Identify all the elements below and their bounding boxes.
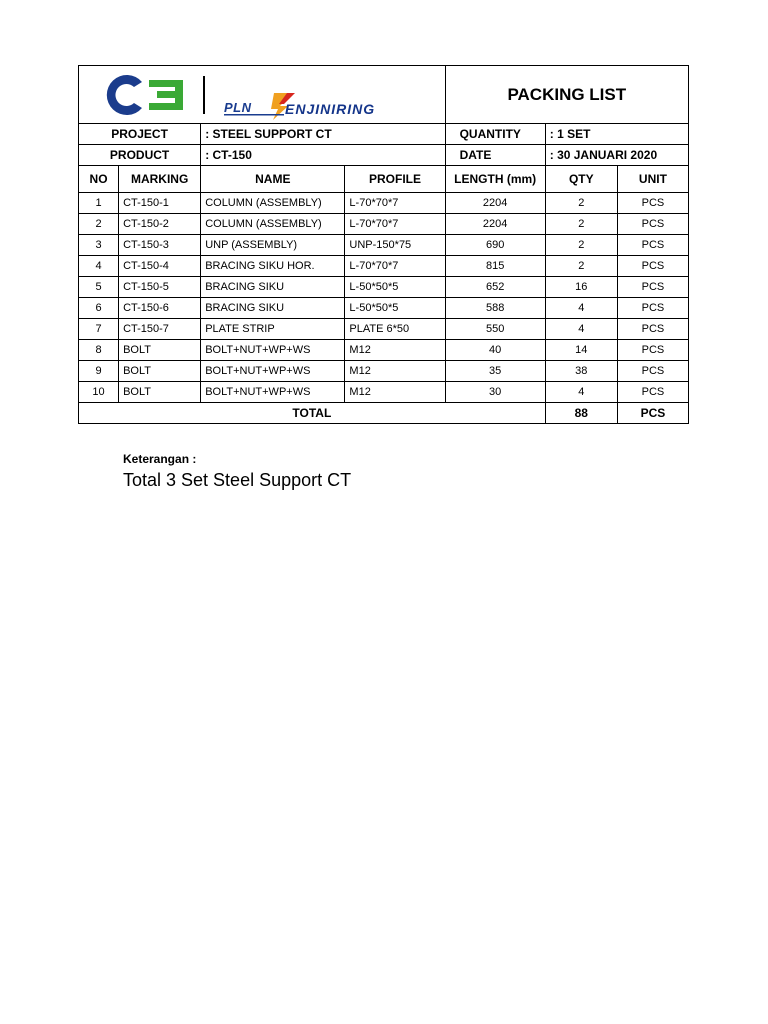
table-row (79, 235, 689, 256)
cell-profile: L-70*70*7 (345, 256, 445, 277)
cell-unit: PCS (617, 256, 688, 277)
cell-profile: M12 (345, 340, 445, 361)
page-title: PACKING LIST (445, 66, 688, 124)
product-label: PRODUCT (79, 145, 201, 166)
cell-length: 652 (445, 277, 545, 298)
cell-unit: PCS (617, 277, 688, 298)
total-row (79, 403, 689, 424)
cell-no: 7 (79, 319, 119, 340)
column-header-unit: UNIT (617, 166, 688, 193)
cell-profile: M12 (345, 361, 445, 382)
cell-no: 6 (79, 298, 119, 319)
table-row (79, 256, 689, 277)
total-qty: 88 (545, 403, 617, 424)
table-row (79, 340, 689, 361)
cell-length: 2204 (445, 214, 545, 235)
cell-qty: 38 (545, 361, 617, 382)
quantity-value: : 1 SET (545, 124, 688, 145)
cell-qty: 2 (545, 256, 617, 277)
cell-marking: CT-150-7 (119, 319, 201, 340)
table-row (79, 361, 689, 382)
cell-name: BOLT+NUT+WP+WS (201, 361, 345, 382)
cell-qty: 4 (545, 382, 617, 403)
cell-length: 2204 (445, 193, 545, 214)
cell-unit: PCS (617, 214, 688, 235)
cell-unit: PCS (617, 193, 688, 214)
cell-name: BOLT+NUT+WP+WS (201, 340, 345, 361)
cell-length: 588 (445, 298, 545, 319)
column-header-marking: MARKING (119, 166, 201, 193)
cell-marking: CT-150-1 (119, 193, 201, 214)
table-row (79, 214, 689, 235)
cell-qty: 4 (545, 298, 617, 319)
cell-name: COLUMN (ASSEMBLY) (201, 214, 345, 235)
cell-no: 4 (79, 256, 119, 277)
column-header-qty: QTY (545, 166, 617, 193)
packing-list-table (78, 65, 689, 424)
notes-text: Total 3 Set Steel Support CT (123, 470, 352, 490)
cell-marking: BOLT (119, 361, 201, 382)
cell-marking: BOLT (119, 382, 201, 403)
table-row (79, 298, 689, 319)
cell-profile: L-50*50*5 (345, 298, 445, 319)
cell-profile: L-70*70*7 (345, 193, 445, 214)
project-value: : STEEL SUPPORT CT (201, 124, 445, 145)
table-row (79, 277, 689, 298)
cell-no: 1 (79, 193, 119, 214)
column-header-row (79, 166, 689, 193)
quantity-label: QUANTITY (445, 124, 545, 145)
cell-length: 35 (445, 361, 545, 382)
cell-marking: CT-150-3 (119, 235, 201, 256)
project-label: PROJECT (79, 124, 201, 145)
cell-marking: CT-150-6 (119, 298, 201, 319)
cell-name: BRACING SIKU HOR. (201, 256, 345, 277)
logo-text-enjiniring: ENJINIRING (285, 101, 376, 117)
total-unit: PCS (617, 403, 688, 424)
cell-no: 10 (79, 382, 119, 403)
cell-qty: 16 (545, 277, 617, 298)
cell-name: BRACING SIKU (201, 277, 345, 298)
cell-name: BOLT+NUT+WP+WS (201, 382, 345, 403)
cell-unit: PCS (617, 319, 688, 340)
cell-marking: CT-150-2 (119, 214, 201, 235)
cell-qty: 14 (545, 340, 617, 361)
cell-qty: 2 (545, 214, 617, 235)
date-value: : 30 JANUARI 2020 (545, 145, 688, 166)
date-label: DATE (445, 145, 545, 166)
cell-unit: PCS (617, 235, 688, 256)
cell-name: COLUMN (ASSEMBLY) (201, 193, 345, 214)
cell-unit: PCS (617, 361, 688, 382)
cell-profile: L-70*70*7 (345, 214, 445, 235)
column-header-no: NO (79, 166, 119, 193)
cell-length: 690 (445, 235, 545, 256)
cell-length: 815 (445, 256, 545, 277)
table-row (79, 319, 689, 340)
cell-marking: BOLT (119, 340, 201, 361)
cell-no: 8 (79, 340, 119, 361)
cell-marking: CT-150-4 (119, 256, 201, 277)
cell-marking: CT-150-5 (119, 277, 201, 298)
cell-qty: 2 (545, 235, 617, 256)
cell-unit: PCS (617, 340, 688, 361)
product-value: : CT-150 (201, 145, 445, 166)
cell-profile: M12 (345, 382, 445, 403)
cell-qty: 2 (545, 193, 617, 214)
logo-text-pln: PLN (224, 100, 252, 115)
cell-name: BRACING SIKU (201, 298, 345, 319)
table-row (79, 382, 689, 403)
column-header-name: NAME (201, 166, 345, 193)
cell-qty: 4 (545, 319, 617, 340)
cg-logo-icon (107, 75, 142, 115)
table-row (79, 193, 689, 214)
cell-no: 9 (79, 361, 119, 382)
cell-name: PLATE STRIP (201, 319, 345, 340)
column-header-length: LENGTH (mm) (445, 166, 545, 193)
cell-unit: PCS (617, 382, 688, 403)
cell-profile: PLATE 6*50 (345, 319, 445, 340)
cell-no: 2 (79, 214, 119, 235)
total-label: TOTAL (79, 403, 546, 424)
cell-name: UNP (ASSEMBLY) (201, 235, 345, 256)
notes-label: Keterangan : (123, 452, 197, 466)
cell-profile: UNP-150*75 (345, 235, 445, 256)
company-logo (79, 66, 445, 123)
cell-length: 40 (445, 340, 545, 361)
column-header-profile: PROFILE (345, 166, 445, 193)
logo-cell (79, 66, 446, 124)
cell-no: 3 (79, 235, 119, 256)
cell-profile: L-50*50*5 (345, 277, 445, 298)
cell-length: 30 (445, 382, 545, 403)
cell-length: 550 (445, 319, 545, 340)
cell-unit: PCS (617, 298, 688, 319)
cell-no: 5 (79, 277, 119, 298)
